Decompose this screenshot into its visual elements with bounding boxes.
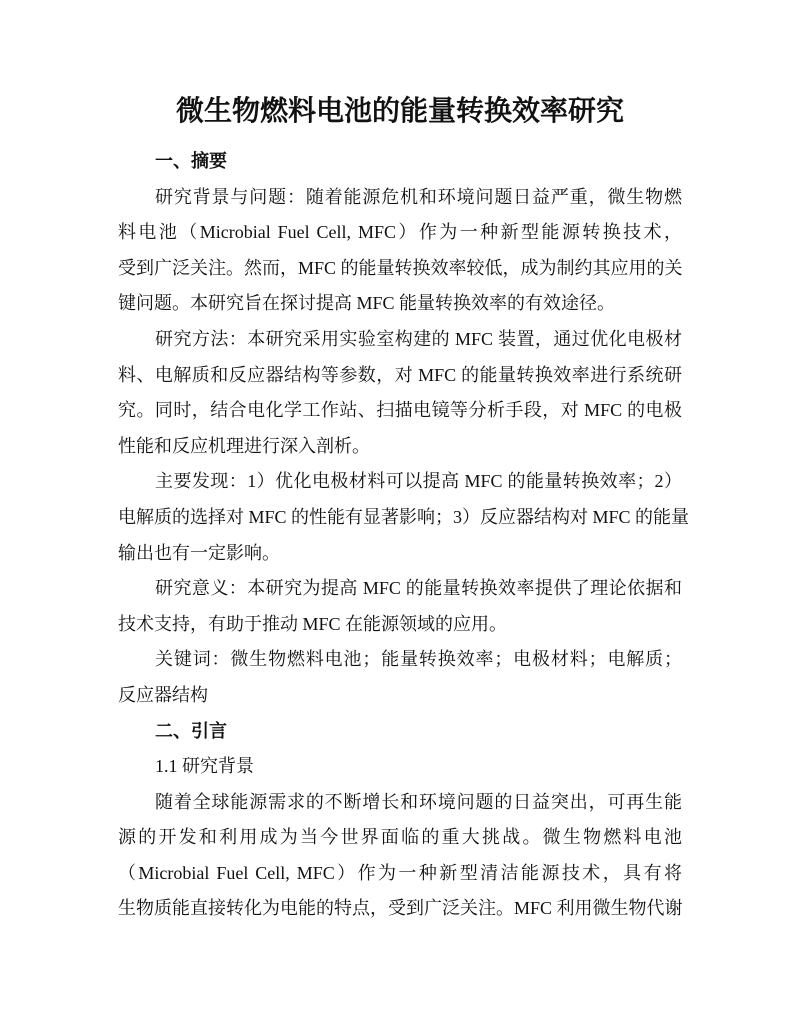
abstract-paragraph-background (118, 180, 682, 322)
paragraph-line: 键问题。本研究旨在探讨提高 MFC 能量转换效率的有效途径。 (118, 293, 616, 314)
abstract-paragraph-significance (118, 571, 682, 642)
paragraph-line: 研究方法：本研究采用实验室构建的 MFC 装置，通过优化电极材 (155, 328, 682, 349)
abstract-keywords (118, 642, 682, 713)
paragraph-line: 生物质能直接转化为电能的特点，受到广泛关注。MFC 利用微生物代谢 (118, 898, 683, 919)
paragraph-line: 料电池（Microbial Fuel Cell, MFC）作为一种新型能源转换技术， (118, 222, 682, 243)
subsection-heading: 1.1 研究背景 (155, 756, 254, 777)
paragraph-line: 技术支持，有助于推动 MFC 在能源领域的应用。 (118, 613, 508, 634)
paragraph-line: 研究背景与问题：随着能源危机和环境问题日益严重，微生物燃 (155, 186, 682, 207)
document-title: 微生物燃料电池的能量转换效率研究 (175, 96, 624, 127)
paragraph-line: 料、电解质和反应器结构等参数，对 MFC 的能量转换效率进行系统研 (118, 364, 682, 385)
paragraph-line: 输出也有一定影响。 (118, 542, 280, 563)
paragraph-line: 研究意义：本研究为提高 MFC 的能量转换效率提供了理论依据和 (155, 578, 682, 599)
paragraph-line: 受到广泛关注。然而，MFC 的能量转换效率较低，成为制约其应用的关 (118, 257, 683, 278)
abstract-paragraph-methods (118, 322, 682, 464)
paragraph-line: 关键词：微生物燃料电池；能量转换效率；电极材料；电解质； (155, 649, 682, 670)
paragraph-line: 反应器结构 (118, 684, 208, 705)
paragraph-line: 主要发现：1）优化电极材料可以提高 MFC 的能量转换效率；2） (155, 471, 682, 492)
paragraph-line: 源的开发和利用成为当今世界面临的重大挑战。微生物燃料电池 (118, 827, 682, 848)
paragraph-line: 随着全球能源需求的不断增长和环境问题的日益突出，可再生能 (155, 791, 682, 812)
paragraph-line: 究。同时，结合电化学工作站、扫描电镜等分析手段，对 MFC 的电极 (118, 400, 682, 421)
abstract-heading: 一、摘要 (155, 151, 227, 171)
paragraph-line: （Microbial Fuel Cell, MFC）作为一种新型清洁能源技术，具有将 (118, 862, 682, 883)
introduction-heading: 二、引言 (155, 720, 227, 741)
introduction-paragraph-background (118, 785, 682, 927)
paragraph-line: 性能和反应机理进行深入剖析。 (118, 435, 370, 456)
paragraph-line: 电解质的选择对 MFC 的性能有显著影响；3）反应器结构对 MFC 的能量 (118, 506, 690, 527)
abstract-paragraph-findings (118, 464, 690, 571)
document-body (118, 144, 690, 927)
